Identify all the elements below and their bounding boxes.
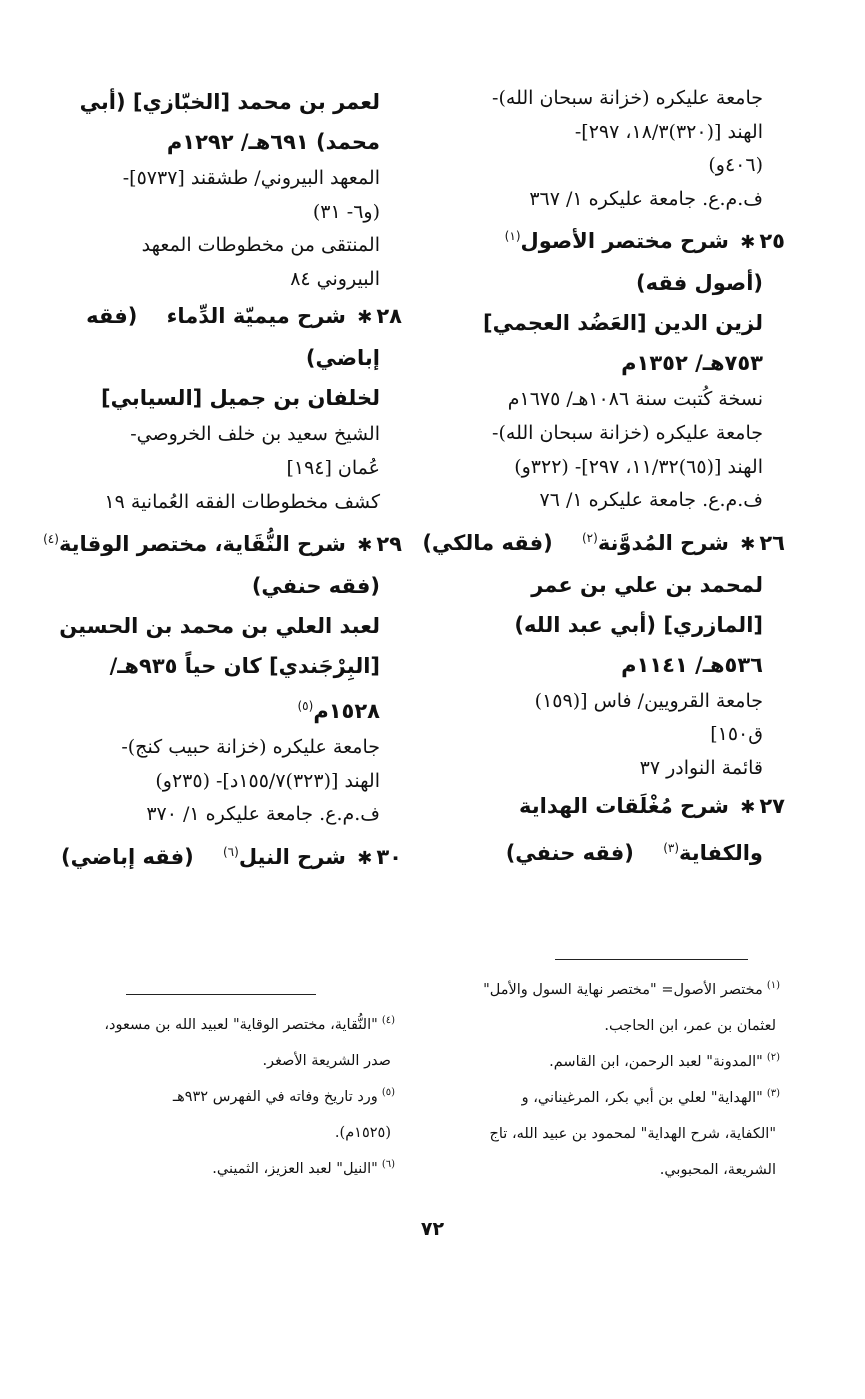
text-line: ق١٥٠]: [710, 723, 763, 746]
entry-title: شرح المُدوَّنة: [597, 530, 729, 555]
entry-category: (فقه إباضي): [61, 844, 194, 869]
author-line: [المازري] (أبي عبد الله): [514, 612, 763, 637]
page-number: ٧٢: [420, 1218, 445, 1240]
entry-category: إباضي): [305, 346, 380, 371]
entry-category: (فقه حنفي): [505, 840, 634, 865]
author-date: ١٥٢٨م: [313, 699, 380, 724]
entry-26-title: [422, 518, 785, 565]
entry-title: شرح النُّقَاية، مختصر الوقاية: [58, 532, 346, 557]
footnote-text: "المدونة" لعبد الرحمن، ابن القاسم.: [549, 1053, 763, 1070]
footnote-mark: (٢): [766, 1052, 780, 1064]
text-line: نسخة كُتبت سنة ١٠٨٦هـ/ ١٦٧٥م: [507, 388, 763, 411]
footnote-text: ورد تاريخ وفاته في الفهرس ٩٣٢هـ: [172, 1088, 378, 1105]
entry-30-title: [57, 832, 402, 879]
footnotes-left: [55, 1005, 395, 1185]
right-column: [422, 82, 785, 873]
text-line: عُمان [١٩٤]: [286, 456, 380, 479]
star-icon: ✱: [740, 796, 756, 818]
text-line: المنتقى من مخطوطات المعهد: [141, 234, 380, 257]
footnote-text: "الكفاية، شرح الهداية" لمحمود بن عبيد الله، تاج: [489, 1125, 776, 1142]
entry-number: ٢٧: [759, 793, 785, 818]
footnote: [55, 1077, 395, 1113]
text-line: الشيخ سعيد بن خلف الخروصي-: [130, 423, 380, 446]
text-line: جامعة القرويين/ فاس [(١٥٩): [534, 689, 763, 712]
footnote-text: "النُّقاية، مختصر الوقاية" لعبيد الله بن مسعود،: [104, 1016, 378, 1033]
entry-title: شرح مُغْلَقات الهداية: [519, 793, 729, 818]
text-line: الهند [(٣٢٣)١٥٥/٧د]- (٢٣٥و): [155, 769, 380, 792]
text-line: ف.م.ع. جامعة عليكره ١/ ٣٦٧: [529, 187, 763, 210]
text-line: جامعة عليكره (خزانة سبحان الله)-: [492, 421, 763, 444]
entry-number: ٢٦: [759, 530, 785, 555]
author-line: لعبد العلي بن محمد بن الحسين: [59, 614, 380, 639]
entry-title: شرح النيل: [238, 844, 346, 869]
footnote-text: (١٥٢٥م).: [334, 1124, 391, 1141]
entry-number: ٢٩: [376, 532, 402, 557]
star-icon: ✱: [740, 232, 756, 254]
footnote-text: مختصر الأصول= "مختصر نهاية السول والأمل": [483, 981, 763, 998]
text-line: جامعة عليكره (خزانة سبحان الله)-: [492, 87, 763, 109]
footnote: [440, 1114, 780, 1150]
footnote: [440, 1042, 780, 1078]
footnote-text: صدر الشريعة الأصغر.: [262, 1052, 391, 1069]
footnote-mark: (٥): [381, 1087, 395, 1099]
text-line: الهند [(٣٢٠)١٨/٣، ٢٩٧]-: [574, 120, 763, 143]
author-line: [البِرْجَندي] كان حياً ٩٣٥هـ/: [109, 654, 380, 679]
entry-category: (فقه حنفي): [251, 574, 380, 599]
left-column: [43, 82, 402, 879]
star-icon: ✱: [740, 533, 756, 555]
footnote: [55, 1149, 395, 1185]
entry-25-title: [440, 216, 785, 263]
entry-number: ٢٥: [759, 229, 785, 254]
footnote-ref: (١): [504, 229, 521, 244]
footnotes-right: [440, 970, 780, 1186]
entry-28-title: [57, 296, 402, 338]
entry-category: (فقه: [86, 304, 138, 329]
text-line: ف.م.ع. جامعة عليكره ١/ ٣٧٠: [146, 803, 380, 826]
author-line: لمحمد بن علي بن عمر: [531, 572, 763, 597]
footnote: [440, 1006, 780, 1042]
entry-number: ٢٨: [376, 304, 402, 329]
footnote-ref: (٤): [43, 532, 59, 547]
footnote-ref: (٣): [663, 840, 680, 855]
footnote-divider: [555, 959, 748, 960]
text-line: جامعة عليكره (خزانة حبيب كنج)-: [121, 736, 380, 759]
footnote: [55, 1041, 395, 1077]
author-line: لعمر بن محمد [الخبّازي] (أبي: [79, 90, 380, 114]
author-line: لخلفان بن جميل [السيابي]: [101, 386, 380, 411]
entry-category: (أصول فقه): [636, 271, 763, 296]
author-line-with-note: [57, 686, 402, 731]
footnote-text: "النيل" لعبد العزيز، الثميني.: [212, 1160, 378, 1177]
text-line: كشف مخطوطات الفقه العُمانية ١٩: [104, 490, 380, 513]
entry-29-title: [43, 519, 402, 566]
footnote: [55, 1113, 395, 1149]
entry-title: والكفاية: [679, 840, 763, 865]
author-line: محمد) ٦٩١هـ/ ١٢٩٢م: [166, 130, 380, 154]
footnote-text: "الهداية" لعلي بن أبي بكر، المرغيناني، و: [521, 1089, 763, 1106]
footnote-divider: [126, 994, 316, 995]
footnote-ref: (٢): [581, 530, 598, 545]
star-icon: ✱: [357, 307, 373, 329]
footnote: [440, 970, 780, 1006]
entry-title: شرح ميميّة الدِّماء: [166, 304, 346, 329]
footnote-text: الشريعة، المحبوبي.: [659, 1161, 776, 1178]
footnote: [55, 1005, 395, 1041]
footnote-text: لعثمان بن عمر، ابن الحاجب.: [604, 1017, 776, 1034]
text-line: ف.م.ع. جامعة عليكره ١/ ٧٦: [539, 489, 763, 512]
star-icon: ✱: [357, 847, 373, 869]
entry-number: ٣٠: [376, 844, 402, 869]
entry-category: (فقه مالكي): [422, 530, 553, 555]
text-line: البيروني ٨٤: [290, 267, 380, 290]
footnote: [440, 1078, 780, 1114]
author-line: ٧٥٣هـ/ ١٣٥٢م: [621, 351, 763, 376]
text-line: (و٦- ٣١): [312, 200, 380, 223]
entry-title-continued: [440, 828, 785, 873]
footnote-ref: (٦): [222, 844, 239, 859]
footnote-ref: (٥): [297, 699, 314, 714]
footnote-mark: (٦): [381, 1159, 395, 1171]
author-line: لزين الدين [العَضُد العجمي]: [482, 311, 763, 336]
author-line: ٥٣٦هـ/ ١١٤١م: [621, 652, 763, 677]
text-line: الهند [(٦٥)١١/٣٢، ٢٩٧]- (٣٢٢و): [514, 455, 763, 478]
entry-title: شرح مختصر الأصول: [520, 229, 729, 254]
footnote: [440, 1150, 780, 1186]
footnote-mark: (١): [766, 980, 780, 991]
text-line: (٤٠٦و): [708, 154, 763, 177]
entry-27-title: [440, 786, 785, 828]
footnote-mark: (٣): [766, 1088, 780, 1100]
star-icon: ✱: [357, 535, 373, 557]
text-line: قائمة النوادر ٣٧: [639, 756, 763, 779]
text-line: المعهد البيروني/ طشقند [٥٧٣٧]-: [122, 167, 380, 189]
footnote-mark: (٤): [381, 1015, 395, 1026]
